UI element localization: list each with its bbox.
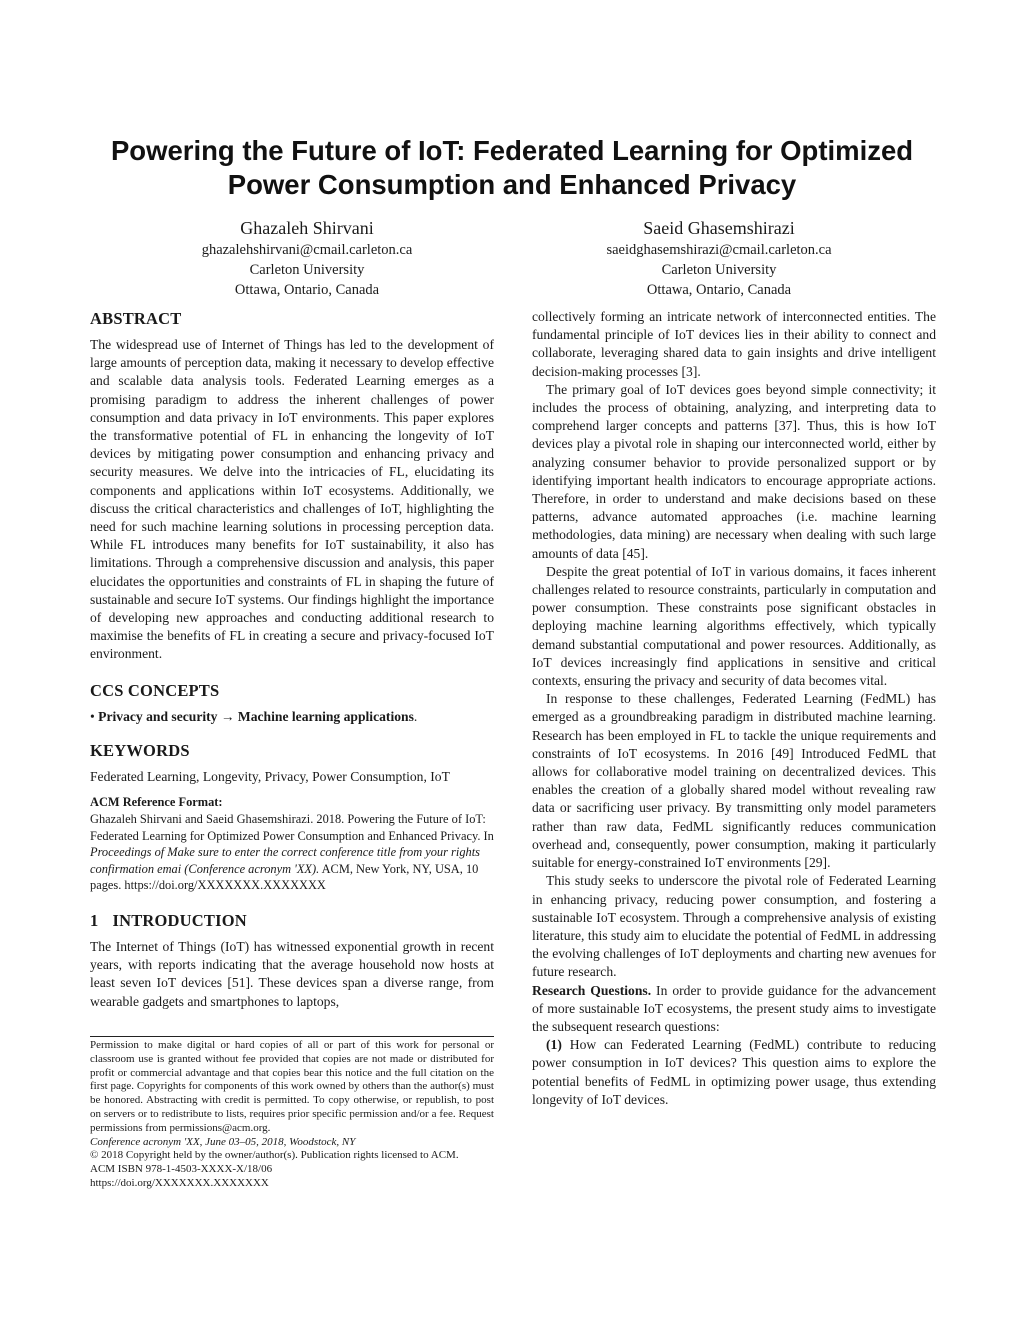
author-affiliation: Carleton University xyxy=(661,262,777,278)
acm-ref-italic: Proceedings of Make sure to enter the correct conference title from your rights confirmation emai (Conference acronym 'XX). xyxy=(90,845,480,876)
intro-heading xyxy=(90,910,494,932)
author-affiliation: Carleton University xyxy=(249,262,365,278)
ccs-concepts xyxy=(90,708,494,726)
ccs-heading: CCS CONCEPTS xyxy=(90,680,220,700)
author-block-1 xyxy=(97,216,517,300)
ccs-bullet: • xyxy=(90,708,95,724)
right-column xyxy=(532,308,936,1109)
title-line-2: Power Consumption and Enhanced Privacy xyxy=(227,169,797,200)
intro-number: 1 xyxy=(90,911,99,931)
acm-reference-heading: ACM Reference Format: xyxy=(90,795,223,810)
author-email[interactable]: saeidghasemshirazi@cmail.carleton.ca xyxy=(606,242,832,258)
copyright-line: © 2018 Copyright held by the owner/author(s). Publication rights licensed to ACM. xyxy=(90,1149,459,1162)
abstract-heading: ABSTRACT xyxy=(90,309,182,328)
ccs-concept: Privacy and security xyxy=(98,708,218,724)
intro-paragraph-4: In response to these challenges, Federated Learning (FedML) has emerged as a groundbreaking paradigm in distributed machine learning. Research has been employed in FL to tackle the unique requirements and constraints of IoT ecosystems. In 2016 [49] Introduced FedML that allows for collaborative model training on decentralized devices. This enables the creation of a globally shared model without revealing raw data or sacrificing user privacy. By transmitting only model parameters rather than raw data, FedML significantly reduces communication overhead and, consequently, power consumption, making it particularly suitable for energy-constrained IoT environments [29]. xyxy=(532,691,936,871)
intro-paragraph-1: The Internet of Things (IoT) has witnessed exponential growth in recent years, with reports indicating that the average household now hosts at least seven IoT devices [51]. These devices span a diverse range, from wearable gadgets and smartphones to laptops, xyxy=(90,939,494,1009)
permission-text: Permission to make digital or hard copies of all or part of this work for personal or classroom use is granted without fee provided that copies are not made or distributed for profit or commercial advantage and that copies bear this notice and the full citation on the first page. Copyrights for components of this work owned by others than the author(s) must be honored. Abstracting with credit is permitted. To copy otherwise, or republish, to post on servers or to redistribute to lists, requires prior specific permission and/or a fee. Request permissions from permissions@acm.org. xyxy=(90,1039,494,1134)
author-name: Saeid Ghasemshirazi xyxy=(643,218,795,238)
ccs-end: . xyxy=(413,708,418,724)
research-questions-text: In order to provide guidance for the advancement of more sustainable IoT ecosystems, the present study aims to investigate the subsequent research questions: xyxy=(532,982,936,1034)
conference-line: Conference acronym 'XX, June 03–05, 2018, Woodstock, NY xyxy=(90,1135,356,1148)
paper-title xyxy=(60,134,964,202)
title-line-1: Powering the Future of IoT: Federated Learning for Optimized xyxy=(110,135,914,166)
acm-reference-text xyxy=(90,811,494,894)
rq1-label: (1) xyxy=(546,1037,562,1053)
acm-ref-part-a: Ghazaleh Shirvani and Saeid Ghasemshirazi. 2018. Powering the Future of IoT: Federated Learning for Optimized Power Consumption and Enhanced Privacy. In xyxy=(90,812,494,843)
research-questions-paragraph xyxy=(532,982,936,1037)
research-questions-label: Research Questions. xyxy=(532,982,652,998)
author-block-2 xyxy=(509,216,929,300)
doi-line[interactable]: https://doi.org/XXXXXXX.XXXXXXX xyxy=(90,1176,269,1189)
intro-paragraph-3: Despite the great potential of IoT in various domains, it faces inherent challenges related to resource constraints, particularly in computation and power consumption. These constraints pose significant obstacles in deploying machine learning algorithms effectively, which typically demand substantial computational and power resources. Additionally, as IoT devices increasingly find applications in sensitive and critical contexts, ensuring the privacy and security of data becomes vital. xyxy=(532,563,936,689)
author-email[interactable]: ghazalehshirvani@cmail.carleton.ca xyxy=(201,242,413,258)
author-name: Ghazaleh Shirvani xyxy=(240,218,374,238)
isbn-line: ACM ISBN 978-1-4503-XXXX-X/18/06 xyxy=(90,1163,273,1176)
abstract-text: The widespread use of Internet of Things has led to the development of large amounts of perception data, making it necessary to develop effective and scalable data analysis tools. Federated Learning emerges as a promising paradigm to address the inherent challenges of power consumption and data privacy in IoT environments. This paper explores the transformative potential of FL in enhancing the longevity of IoT devices by mitigating power consumption and enhancing privacy and security measures. We delve into the intricacies of FL, elucidating its components and applications within IoT ecosystems. Additionally, we discuss the critical characteristics and challenges of IoT, highlighting the need for such machine learning solutions in processing perception data. While FL introduces many benefits for IoT sustainability, it also has limitations. Through a comprehensive discussion and analysis, this paper elucidates the opportunities and constraints of FL in shaping the future of sustainable and secure IoT systems. Our findings highlight the importance of developing new approaches and conducting additional research to maximise the benefits of FL in creating a secure and privacy-focused IoT environment. xyxy=(90,337,494,662)
permission-footnote xyxy=(90,1036,494,1191)
left-column xyxy=(90,308,494,1011)
acm-ref-part-b: ACM, New York, NY, USA, 10 pages. https://doi.org/XXXXXXX.XXXXXXX xyxy=(90,861,479,893)
research-question-1 xyxy=(532,1036,936,1109)
keywords-text: Federated Learning, Longevity, Privacy, Power Consumption, IoT xyxy=(90,768,450,784)
intro-paragraph-cont: collectively forming an intricate network of interconnected entities. The fundamental principle of IoT devices lies in their ability to connect and collaborate, leveraging shared data to gain insights and drive intelligent decision-making processes [3]. xyxy=(532,309,936,379)
author-location: Ottawa, Ontario, Canada xyxy=(646,282,792,298)
keywords-heading: KEYWORDS xyxy=(90,740,190,760)
intro-paragraph-2: The primary goal of IoT devices goes beyond simple connectivity; it includes the process of obtaining, analyzing, and interpreting data to comprehend larger concepts and patterns [37]. Thus, this is how IoT devices play a pivotal role in shaping our interconnected world, either by analyzing consumer behavior to provide personalized support or by identifying important health indicators to encourage appropriate actions. Therefore, in order to understand and make decisions based on these patterns, advance automated approaches (i.e. machine learning methodologies, data mining) are necessary when dealing with such large amounts of data [45]. xyxy=(532,381,936,561)
ccs-subconcept: Machine learning applications xyxy=(237,708,414,724)
author-location: Ottawa, Ontario, Canada xyxy=(234,282,380,298)
intro-paragraph-5: This study seeks to underscore the pivotal role of Federated Learning in enhancing privacy, reducing power consumption, and fostering a sustainable IoT ecosystem. Through a comprehensive analysis of existing literature, this study aim to elucidate the potential of FedML in addressing the evolving challenges of IoT deployments and charting new avenues for future research. xyxy=(532,873,936,980)
rq1-text: How can Federated Learning (FedML) contribute to reducing power consumption in IoT devices? This question aims to explore the potential benefits of FedML in optimizing power usage, thus extending longevity of IoT devices. xyxy=(532,1037,936,1107)
ccs-arrow: → xyxy=(220,708,235,724)
intro-title: INTRODUCTION xyxy=(112,911,247,931)
